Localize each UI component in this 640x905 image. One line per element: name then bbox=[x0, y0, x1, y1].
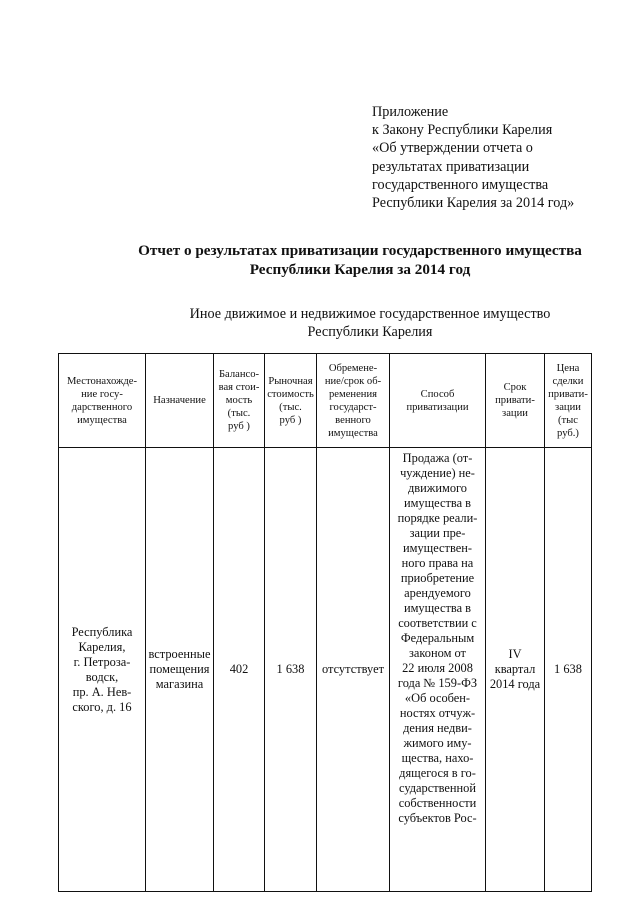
header-location: Местонахожде- ние госу- дарственного имущества bbox=[59, 354, 146, 448]
table-header-row bbox=[59, 354, 592, 448]
report-title bbox=[100, 241, 620, 279]
cell-location: Республика Карелия, г. Петроза- водск, пр. А. Нев- ского, д. 16 bbox=[59, 448, 146, 892]
cell-method: Продажа (от- чуждение) не- движимого имущества в порядке реали- зации пре- имуществен- ного права на приобретение арендуемого имущества в соответствии с Федеральным законом от 22 июля 2008 года № 159-ФЗ «Об особен- ностях отчуж- дения недви- жимого иму- щества, нахо- дящегося в го- сударственной собственности субъектов Рос- bbox=[390, 448, 486, 892]
annex-line: к Закону Республики Карелия bbox=[372, 122, 553, 139]
annex-line: Приложение bbox=[372, 104, 449, 120]
cell-term: IV квартал 2014 года bbox=[486, 448, 545, 892]
header-book-value: Балансо- вая стои- мость (тыс. руб ) bbox=[214, 354, 265, 448]
annex-line: результатах приватизации bbox=[372, 158, 530, 175]
cell-book-value: 402 bbox=[214, 448, 265, 892]
header-term: Срок привати- зации bbox=[486, 354, 545, 448]
report-subtitle bbox=[100, 305, 640, 341]
annex-line: государственного имущества bbox=[372, 176, 549, 193]
annex-line: «Об утверждении отчета о bbox=[372, 140, 533, 157]
report-title-line: Республики Карелия за 2014 год bbox=[249, 261, 471, 278]
header-market-value: Рыночная стоимость (тыс. руб ) bbox=[265, 354, 317, 448]
annex-line: Республики Карелия за 2014 год» bbox=[372, 195, 575, 212]
report-title-line: Отчет о результатах приватизации государственного имущества bbox=[138, 242, 582, 259]
report-subtitle-line: Иное движимое и недвижимое государственное имущество bbox=[189, 306, 551, 322]
header-method: Способ приватизации bbox=[390, 354, 486, 448]
annex-block bbox=[372, 103, 622, 212]
header-encumbrance: Обремене- ние/срок об- ременения государст- венного имущества bbox=[317, 354, 390, 448]
cell-purpose: встроенные помещения магазина bbox=[146, 448, 214, 892]
table-row bbox=[59, 448, 592, 892]
privatization-table bbox=[58, 353, 592, 892]
header-purpose: Назначение bbox=[146, 354, 214, 448]
cell-encumbrance: отсутствует bbox=[317, 448, 390, 892]
cell-price: 1 638 bbox=[545, 448, 592, 892]
header-price: Цена сделки привати- зации (тыс руб.) bbox=[545, 354, 592, 448]
cell-market-value: 1 638 bbox=[265, 448, 317, 892]
report-subtitle-line: Республики Карелия bbox=[307, 324, 433, 340]
